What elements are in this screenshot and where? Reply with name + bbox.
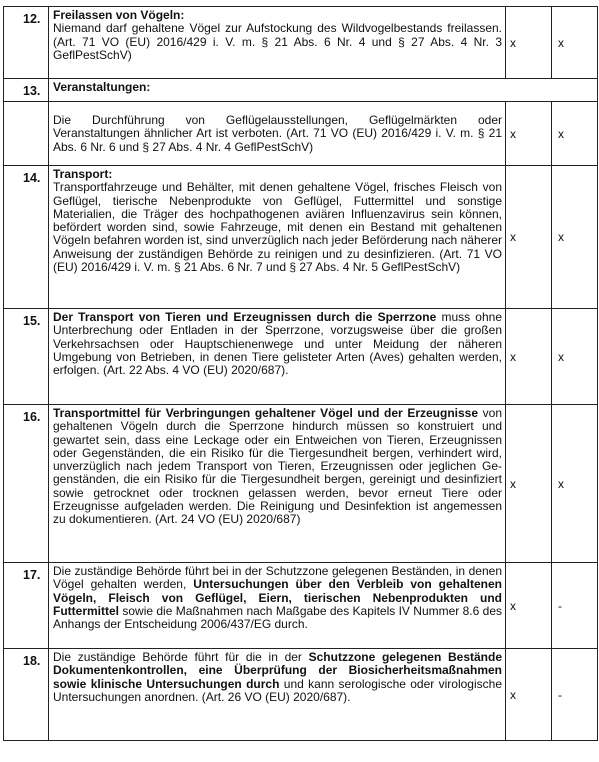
row-title: Der Transport von Tieren und Erzeugnissen durch die Sperrzone xyxy=(53,310,437,324)
column-2-mark: x xyxy=(552,7,598,79)
row-body: Transportfahrzeuge und Behälter, mit denen gehaltene Vögel, frisches Fleisch von Geflügel, tierische Nebenprodukte von Geflügel, Futtermittel und sonstige Materialien, die Träger des hochpathogenen aviären Influenzavirus sein können, befördert worden sind, sowie Fahrzeuge, mit denen ein Bestand mit gehaltenen Vögeln befahren worden ist, sind unverzüglich nach jeder Beförderung nach näherer Anweisung der zuständigen Behörde zu reinigen und zu desinfizieren. (Art. 71 VO (EU) 2016/429 i. V. m. § 21 Abs. 6 Nr. 7 und § 27 Abs. 4 Nr. 5 GeflPestSchV) xyxy=(53,180,502,275)
row-text xyxy=(49,649,506,741)
row-number: 13. xyxy=(4,79,49,102)
row-title-cell xyxy=(49,79,598,102)
row-text xyxy=(49,166,506,309)
column-2-mark: x xyxy=(552,166,598,309)
row-text xyxy=(49,309,506,405)
row-title: Transportmittel für Verbringungen gehaltener Vögel und der Erzeugnisse xyxy=(53,406,479,420)
row-body: muss ohne Unterbrechung oder Entladen in der Sperrzone, vorzugsweise über die großen Verkehrsachsen oder Hauptschienenwege und unter Meidung der näheren Umgebung von Betrieben, in denen Tiere gelisteter Arten (Aves) gehalten werden, erfolgen. (Art. 22 Abs. 4 VO (EU) 2020/687). xyxy=(53,310,502,378)
row-text xyxy=(49,405,506,563)
column-1-mark: x xyxy=(506,563,552,649)
row-number: 15. xyxy=(4,309,49,405)
row-number: 17. xyxy=(4,563,49,649)
column-2-mark: x xyxy=(552,102,598,166)
table-row xyxy=(4,563,598,649)
row-text-part: Die zuständige Behörde führt für die in der xyxy=(53,650,302,664)
table-row xyxy=(4,405,598,563)
row-text-part: sowie die Maßnahmen nach Maßgabe des Kapitels IV Nummer 8.6 des Anhangs der Entscheidung 2006/437/EG durch. xyxy=(53,603,502,632)
table-row xyxy=(4,309,598,405)
column-1-mark: x xyxy=(506,7,552,79)
row-title: Freilassen von Vögeln: xyxy=(53,8,185,22)
column-1-mark: x xyxy=(506,309,552,405)
column-2-mark: x xyxy=(552,405,598,563)
row-number: 18. xyxy=(4,649,49,741)
row-text-part: und kann serologische oder virologische Untersuchungen anordnen. (Art. 26 VO (EU) 2020/687). xyxy=(53,676,502,704)
column-1-mark: x xyxy=(506,166,552,309)
table-row xyxy=(4,102,598,166)
row-text-part: Die zuständige Behörde führt bei in der Schutzzone gelegenen Beständen, in denen Vögel gehalten werden, xyxy=(53,564,502,592)
row-body: Die Durchführung von Geflügelausstellungen, Geflügelmärkten oder Veranstaltungen ähnlicher Art ist verboten. (Art. 71 VO (EU) 2016/429 i. V. m. § 21 Abs. 6 Nr. 6 und § 27 Abs. 4 Nr. 4 GeflPestSchV) xyxy=(53,113,502,154)
row-text xyxy=(49,563,506,649)
table-row xyxy=(4,166,598,309)
row-number: 12. xyxy=(4,7,49,79)
table-row xyxy=(4,649,598,741)
column-1-mark: x xyxy=(506,102,552,166)
column-1-mark: x xyxy=(506,405,552,563)
row-text xyxy=(49,102,506,166)
row-number: 14. xyxy=(4,166,49,309)
row-body: von gehaltenen Vögeln durch die Sperrzone hindurch müssen so konstruiert und gewartet sein, dass eine Leckage oder ein Entweichen von Tieren, Erzeugnissen oder Gegenständen, die ein Risiko für die Tiergesundheit bergen, verhindert wird, unverzüglich nach jedem Transport von Tieren, Erzeugnissen oder jeglichen Ge- genständen, die ein Risiko für die Tiergesundheit bergen, gereinigt und desinfiziert sowie getrocknet oder trocknen gelassen werden, bevor erneut Tiere oder Erzeugnisse aufgeladen werden. Die Reinigung und Desinfektion ist angemessen zu dokumentieren. (Art. 24 VO (EU) 2020/687) xyxy=(53,406,502,527)
row-text xyxy=(49,7,506,79)
measures-table xyxy=(3,6,598,741)
row-text-emphasis: Schutzzone gelegenen Bestände Dokumentenkontrollen, eine Überprüfung der Biosicherheitsmaßnahmen sowie klinische Untersuchungen durch xyxy=(53,650,503,691)
row-number: 16. xyxy=(4,405,49,563)
row-title: Veranstaltungen: xyxy=(53,80,151,94)
table-row xyxy=(4,7,598,79)
row-text-emphasis: Untersuchungen über den Verbleib von gehaltenen Vögeln, Fleisch von Geflügel, Eiern, tierischen Nebenprodukten und Futtermittel xyxy=(53,577,503,618)
column-1-mark: x xyxy=(506,649,552,741)
row-body: Niemand darf gehaltene Vögel zur Aufstockung des Wildvogelbestands freilassen. (Art. 71 VO (EU) 2016/429 i. V. m. § 21 Abs. 6 Nr. 4 und § 27 Abs. 4 Nr. 3 GeflPestSchV) xyxy=(53,21,502,62)
column-2-mark: - xyxy=(552,563,598,649)
table-row xyxy=(4,79,598,102)
empty-number-cell xyxy=(4,102,49,166)
column-2-mark: - xyxy=(552,649,598,741)
column-2-mark: x xyxy=(552,309,598,405)
row-title: Transport: xyxy=(53,167,113,181)
